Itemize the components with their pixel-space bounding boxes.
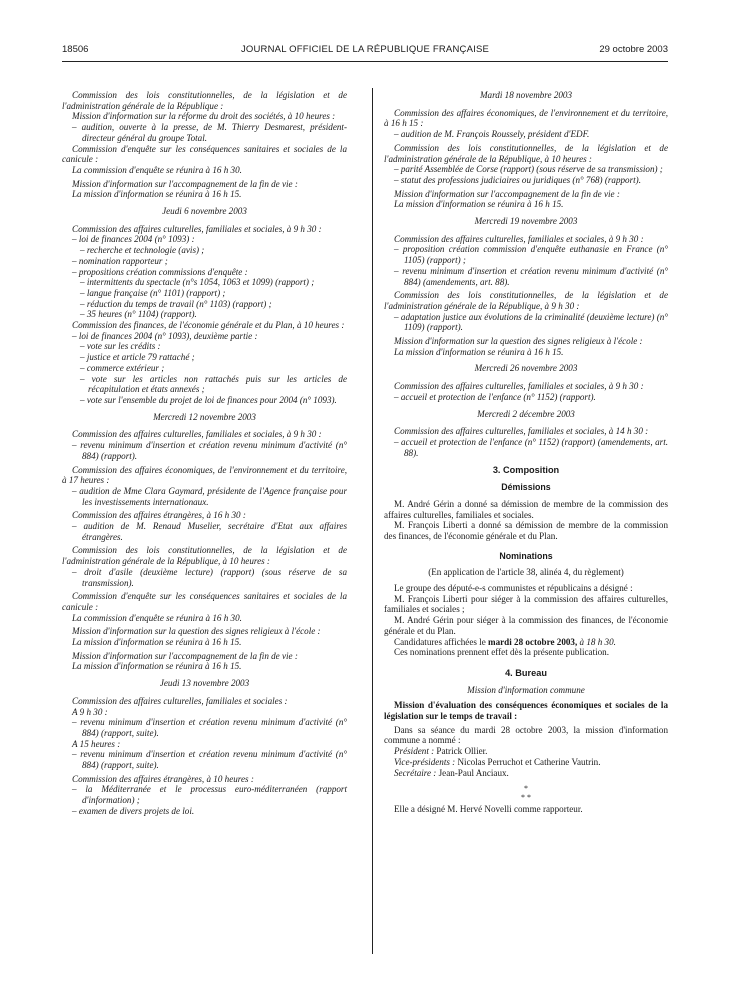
list-item: – audition de M. Renaud Muselier, secrétaire d'Etat aux affaires étrangères. bbox=[72, 521, 347, 542]
paragraph: La mission d'information se réunira à 16 h 15. bbox=[72, 661, 242, 672]
paragraph: Commission des affaires culturelles, familiales et sociales, à 9 h 30 : bbox=[72, 223, 322, 234]
paragraph: Commission des lois constitutionnelles, de la législation et de l'administration générale de la République, à 10 heures : bbox=[62, 545, 347, 567]
paragraph: Commission des affaires culturelles, familiales et sociales : bbox=[72, 695, 288, 706]
mission-title: Mission d'évaluation des conséquences économiques et sociales de la législation sur le temps de travail : bbox=[384, 700, 668, 722]
asterism-top: * bbox=[524, 784, 528, 794]
paragraph: A 9 h 30 : bbox=[72, 706, 108, 717]
list-item: – revenu minimum d'insertion et création revenu minimum d'activité (n° 884) (rapport, suite). bbox=[72, 717, 347, 738]
list-item: – accueil et protection de l'enfance (n° 1152) (rapport) (amendements, art. 88). bbox=[394, 436, 668, 458]
header-rule bbox=[62, 61, 668, 62]
paragraph: La mission d'information se réunira à 16 h 15. bbox=[394, 199, 564, 210]
asterism-bottom: * * bbox=[521, 793, 531, 803]
list-item: – examen de divers projets de loi. bbox=[72, 805, 195, 816]
paragraph: M. François Liberti pour siéger à la commission des affaires culturelles, familiales et sociales ; bbox=[384, 593, 668, 615]
list-item: – revenu minimum d'insertion et création revenu minimum d'activité (n° 884) (rapport, suite). bbox=[72, 749, 347, 771]
paragraph bbox=[384, 757, 668, 768]
paragraph bbox=[384, 768, 668, 779]
regulation-reference: (En application de l'article 38, alinéa 4, du règlement) bbox=[428, 567, 624, 578]
paragraph: Ces nominations prennent effet dès la présente publication. bbox=[394, 647, 609, 658]
list-item: – vote sur les crédits : bbox=[80, 341, 161, 352]
asterism bbox=[384, 784, 668, 802]
subsection-title: Démissions bbox=[501, 482, 551, 493]
paragraph: Commission des lois constitutionnelles, de la législation et de l'administration générale de la République : bbox=[62, 90, 347, 111]
role-label: Président : bbox=[394, 746, 435, 757]
paragraph: Le groupe des député-e-s communistes et républicains a désigné : bbox=[394, 583, 633, 594]
list-item: – commerce extérieur ; bbox=[80, 362, 165, 373]
mission-label: Mission d'information commune bbox=[467, 684, 585, 695]
role-value: Nicolas Perruchot et Catherine Vautrin. bbox=[455, 756, 601, 767]
paragraph: M. André Gérin a donné sa démission de membre de la commission des affaires culturelles, familiales et sociales. bbox=[384, 498, 668, 520]
paragraph: Commission d'enquête sur les conséquences sanitaires et sociales de la canicule : bbox=[62, 143, 347, 165]
column-divider bbox=[372, 88, 373, 954]
paragraph: M. André Gérin pour siéger à la commission des finances, de l'économie générale et du Plan. bbox=[384, 615, 668, 636]
list-item: – vote sur l'ensemble du projet de loi de finances pour 2004 (n° 1093). bbox=[80, 394, 337, 405]
paragraph: Commission des affaires économiques, de l'environnement et du territoire, à 17 heures : bbox=[62, 464, 347, 486]
journal-title: JOURNAL OFFICIEL DE LA RÉPUBLIQUE FRANÇAISE bbox=[240, 44, 490, 55]
paragraph: Commission des affaires étrangères, à 16 h 30 : bbox=[72, 510, 246, 521]
list-item: – 35 heures (n° 1104) (rapport). bbox=[80, 309, 197, 320]
section-title: 4. Bureau bbox=[505, 667, 547, 678]
paragraph: Commission d'enquête sur les conséquences sanitaires et sociales de la canicule : bbox=[62, 591, 347, 612]
paragraph: M. François Liberti a donné sa démission de membre de la commission des finances, de l'économie générale et du Plan. bbox=[384, 520, 668, 541]
page-header bbox=[62, 44, 668, 58]
list-item: – audition, ouverte à la presse, de M. Thierry Desmarest, président-directeur général du groupe Total. bbox=[72, 122, 347, 143]
paragraph: Commission des affaires économiques, de l'environnement et du territoire, à 16 h 15 : bbox=[384, 107, 668, 129]
paragraph: Mission d'information sur l'accompagnement de la fin de vie : bbox=[72, 650, 298, 661]
issue-date: 29 octobre 2003 bbox=[599, 44, 668, 55]
role-value: Jean-Paul Anciaux. bbox=[436, 767, 509, 778]
paragraph: La commission d'enquête se réunira à 16 h 30. bbox=[72, 164, 242, 175]
paragraph: A 15 heures : bbox=[72, 738, 121, 749]
paragraph: Commission des affaires culturelles, familiales et sociales, à 9 h 30 : bbox=[72, 429, 322, 440]
date-heading: Mardi 18 novembre 2003 bbox=[479, 90, 573, 100]
paragraph: Mission d'information sur l'accompagnement de la fin de vie : bbox=[394, 188, 620, 199]
role-value: Patrick Ollier. bbox=[434, 746, 488, 757]
list-item: – adaptation justice aux évolutions de la criminalité (deuxième lecture) (n° 1109) (rapport). bbox=[394, 311, 668, 333]
list-item: – propositions création commissions d'enquête : bbox=[72, 266, 248, 277]
right-column bbox=[384, 90, 668, 815]
paragraph: Commission des lois constitutionnelles, de la législation et de l'administration générale de la République, à 9 h 30 : bbox=[384, 290, 668, 311]
list-item: – justice et article 79 rattaché ; bbox=[80, 352, 195, 363]
list-item: – intermittents du spectacle (n°s 1054, 1063 et 1099) (rapport) ; bbox=[80, 277, 315, 288]
paragraph: Mission d'information sur l'accompagnement de la fin de vie : bbox=[72, 178, 298, 189]
list-item: – audition de Mme Clara Gaymard, présidente de l'Agence française pour les investissements internationaux. bbox=[72, 485, 347, 507]
list-item: – revenu minimum d'insertion et création revenu minimum d'activité (n° 884) (amendements, art. 88). bbox=[394, 265, 668, 287]
paragraph: Commission des affaires culturelles, familiales et sociales, à 9 h 30 : bbox=[394, 381, 644, 392]
paragraph: Dans sa séance du mardi 28 octobre 2003, la mission d'information commune a nommé : bbox=[384, 724, 668, 746]
list-item: – langue française (n° 1101) (rapport) ; bbox=[80, 287, 226, 298]
list-item: – statut des professions judiciaires ou juridiques (n° 768) (rapport). bbox=[394, 174, 641, 185]
list-item: – nomination rapporteur ; bbox=[72, 255, 168, 266]
date-heading: Mercredi 2 décembre 2003 bbox=[477, 408, 575, 419]
paragraph: La commission d'enquête se réunira à 16 h 30. bbox=[72, 612, 242, 623]
list-item: – revenu minimum d'insertion et création revenu minimum d'activité (n° 884) (rapport). bbox=[72, 440, 347, 461]
paragraph: Mission d'information sur la réforme du droit des sociétés, à 10 heures : bbox=[72, 111, 336, 122]
list-item: – droit d'asile (deuxième lecture) (rapport) (sous réserve de sa transmission). bbox=[72, 566, 347, 588]
paragraph: Commission des affaires culturelles, familiales et sociales, à 9 h 30 : bbox=[394, 233, 644, 244]
paragraph: Commission des lois constitutionnelles, de la législation et de l'administration générale de la République, à 10 heures : bbox=[384, 142, 668, 164]
list-item: – recherche et technologie (avis) ; bbox=[80, 245, 205, 256]
date-heading: Mercredi 26 novembre 2003 bbox=[474, 363, 578, 374]
paragraph: Commission des affaires culturelles, familiales et sociales, à 14 h 30 : bbox=[394, 426, 649, 437]
date-heading: Mercredi 19 novembre 2003 bbox=[474, 216, 578, 227]
paragraph: Mission d'information sur la question des signes religieux à l'école : bbox=[72, 626, 321, 637]
paragraph: La mission d'information se réunira à 16 h 15. bbox=[394, 346, 564, 357]
paragraph bbox=[384, 637, 668, 648]
list-item: – parité Assemblée de Corse (rapport) (sous réserve de sa transmission) ; bbox=[394, 164, 663, 175]
list-item: – accueil et protection de l'enfance (n° 1152) (rapport). bbox=[394, 391, 596, 402]
paragraph: Commission des affaires étrangères, à 10 heures : bbox=[72, 773, 254, 784]
list-item: – loi de finances 2004 (n° 1093), deuxième partie : bbox=[72, 330, 258, 341]
date-heading: Mercredi 12 novembre 2003 bbox=[153, 411, 256, 422]
paragraph bbox=[384, 746, 668, 757]
paragraph: La mission d'information se réunira à 16 h 15. bbox=[72, 189, 242, 200]
subsection-title: Nominations bbox=[499, 550, 553, 561]
list-item: – proposition création commission d'enquête euthanasie en France (n° 1105) (rapport) ; bbox=[394, 244, 668, 266]
list-item: – vote sur les articles non rattachés puis sur les articles de récapitulation et états annexés ; bbox=[80, 373, 347, 395]
bold-date: mardi 28 octobre 2003, bbox=[488, 636, 578, 647]
date-heading: Jeudi 6 novembre 2003 bbox=[162, 206, 247, 217]
time: à 18 h 30. bbox=[577, 636, 616, 647]
page-number: 18506 bbox=[62, 44, 89, 55]
role-label: Vice-présidents : bbox=[394, 756, 456, 767]
paragraph: Elle a désigné M. Hervé Novelli comme rapporteur. bbox=[394, 804, 583, 815]
list-item: – la Méditerranée et le processus euro-méditerranéen (rapport d'information) ; bbox=[72, 784, 347, 806]
list-item: – loi de finances 2004 (n° 1093) : bbox=[72, 234, 195, 245]
date-heading: Jeudi 13 novembre 2003 bbox=[159, 678, 250, 689]
list-item: – réduction du temps de travail (n° 1103) (rapport) ; bbox=[80, 298, 272, 309]
text: Candidatures affichées le bbox=[394, 636, 489, 647]
role-label: Secrétaire : bbox=[394, 767, 437, 778]
section-title: 3. Composition bbox=[492, 465, 560, 476]
left-column bbox=[62, 90, 347, 817]
paragraph: Mission d'information sur la question des signes religieux à l'école : bbox=[394, 336, 643, 347]
paragraph: La mission d'information se réunira à 16 h 15. bbox=[72, 637, 242, 648]
paragraph: Commission des finances, de l'économie générale et du Plan, à 10 heures : bbox=[72, 320, 345, 331]
list-item: – audition de M. François Roussely, président d'EDF. bbox=[394, 129, 590, 140]
